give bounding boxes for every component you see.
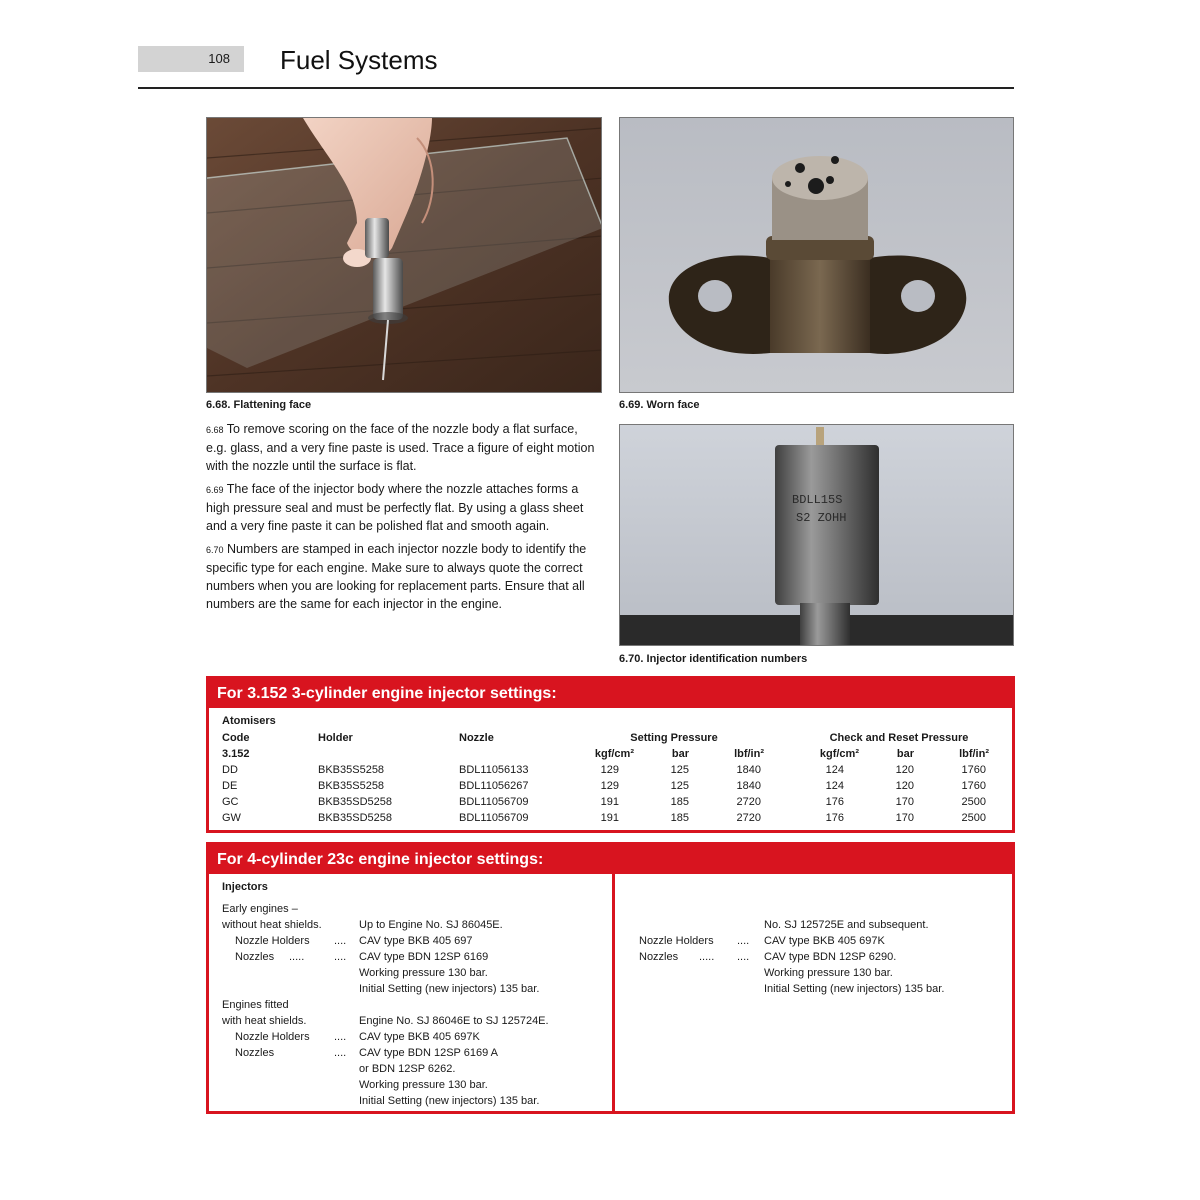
right-nozzle-holders-dots: ....	[737, 935, 750, 947]
paragraph-6-69: 6.69 The face of the injector body where the nozzle attaches forms a high pressure seal and must be perfectly flat. By using a glass sheet and a very fine paste it can be polished flat and smooth again.	[206, 482, 584, 533]
worn-nozzle-face-photo	[619, 117, 1014, 393]
atomiser-cell-c-bar: 170	[895, 812, 914, 824]
atomiser-cell-s-lbf: 1840	[736, 764, 761, 776]
page-number-tab	[138, 46, 244, 72]
atomiser-cell-nozzle: BDL11056133	[459, 764, 529, 776]
col-holder: Holder	[318, 732, 353, 744]
right-nozzles-dots-a: .....	[699, 951, 715, 963]
atomiser-cell-holder: BKB35S5258	[318, 780, 385, 792]
without-heat-shields-label: without heat shields.	[222, 919, 322, 931]
initial-setting: Initial Setting (new injectors) 135 bar.	[359, 983, 540, 995]
right-initial-setting: Initial Setting (new injectors) 135 bar.	[764, 983, 945, 995]
nozzles-value: CAV type BDN 12SP 6169	[359, 951, 489, 963]
col-c-kgf: kgf/cm²	[819, 748, 859, 760]
nozzles-value-2: CAV type BDN 12SP 6169 A	[359, 1047, 499, 1059]
nozzles-dots-2: ....	[334, 1047, 347, 1059]
nozzles-alt-value: or BDN 12SP 6262.	[359, 1063, 456, 1075]
nozzle-holders-dots: ....	[334, 935, 347, 947]
right-working-pressure: Working pressure 130 bar.	[764, 967, 893, 979]
right-nozzles-dots-b: ....	[737, 951, 750, 963]
atomiser-cell-c-bar: 120	[895, 764, 914, 776]
body-text	[206, 420, 601, 618]
atomiser-cell-nozzle: BDL11056709	[459, 812, 529, 824]
col-c-bar: bar	[896, 748, 914, 760]
col-nozzle: Nozzle	[459, 732, 494, 744]
col-s-bar: bar	[671, 748, 689, 760]
initial-setting-2: Initial Setting (new injectors) 135 bar.	[359, 1095, 540, 1107]
with-heat-shields-label: with heat shields.	[222, 1015, 307, 1027]
atomiser-cell-s-kgf: 191	[600, 796, 619, 808]
atomisers-heading: Atomisers	[222, 715, 276, 727]
right-engine-range: No. SJ 125725E and subsequent.	[764, 919, 929, 931]
engines-fitted-label: Engines fitted	[222, 999, 289, 1011]
four-cylinder-panel-title: For 4-cylinder 23c engine injector settings:	[209, 845, 1012, 874]
nozzles-label-2: Nozzles	[235, 1047, 275, 1059]
nozzle-flattening-photo	[206, 117, 602, 393]
page-number: 108	[208, 51, 230, 66]
page-title: Fuel Systems	[280, 45, 438, 75]
atomiser-cell-s-kgf: 191	[600, 812, 619, 824]
nozzle-holders-label: Nozzle Holders	[235, 935, 310, 947]
photo-caption-6-68: 6.68. Flattening face	[206, 399, 312, 411]
working-pressure: Working pressure 130 bar.	[359, 967, 488, 979]
atomiser-cell-c-lbf: 2500	[961, 812, 986, 824]
col-check-reset: Check and Reset Pressure	[829, 732, 969, 744]
atomiser-cell-c-kgf: 176	[825, 796, 844, 808]
right-nozzle-holders-value: CAV type BKB 405 697K	[764, 935, 885, 947]
atomiser-cell-s-bar: 125	[670, 764, 689, 776]
atomiser-cell-c-lbf: 1760	[961, 780, 986, 792]
three-cylinder-panel-title: For 3.152 3-cylinder engine injector settings:	[209, 679, 1012, 708]
photo-caption-6-70: 6.70. Injector identification numbers	[619, 653, 808, 665]
col-c-lbf: lbf/in²	[959, 748, 989, 760]
three-cylinder-panel	[206, 676, 1015, 833]
nozzle-holders-value-2: CAV type BKB 405 697K	[359, 1031, 480, 1043]
working-pressure-2: Working pressure 130 bar.	[359, 1079, 488, 1091]
atomiser-cell-holder: BKB35SD5258	[318, 796, 392, 808]
atomiser-cell-nozzle: BDL11056709	[459, 796, 529, 808]
nozzles-label: Nozzles	[235, 951, 275, 963]
four-cylinder-panel	[206, 842, 1015, 1114]
nozzles-dots-b: ....	[334, 951, 347, 963]
atomiser-cell-holder: BKB35SD5258	[318, 812, 392, 824]
atomiser-cell-code: GW	[222, 812, 241, 824]
nozzle-holders-dots-2: ....	[334, 1031, 347, 1043]
right-nozzles-label: Nozzles	[639, 951, 679, 963]
atomiser-cell-s-lbf: 2720	[736, 796, 761, 808]
with-heat-shields-value: Engine No. SJ 86046E to SJ 125724E.	[359, 1015, 549, 1027]
nozzle-holders-label-2: Nozzle Holders	[235, 1031, 310, 1043]
atomiser-cell-code: DD	[222, 764, 238, 776]
paragraph-6-70: 6.70 Numbers are stamped in each injector nozzle body to identify the specific type for each engine. Make sure to always quote the correct numbers when you are looking for replacement parts. Ensure that all numbers are the same for each injector in the engine.	[206, 542, 587, 611]
nozzle-holders-value: CAV type BKB 405 697	[359, 935, 473, 947]
col-s-kgf: kgf/cm²	[594, 748, 634, 760]
header-rule	[138, 87, 1014, 89]
col-s-lbf: lbf/in²	[734, 748, 764, 760]
atomiser-cell-s-kgf: 129	[600, 780, 619, 792]
early-engines-label: Early engines –	[222, 903, 298, 915]
col-setting-pressure: Setting Pressure	[630, 732, 718, 744]
atomiser-cell-holder: BKB35S5258	[318, 764, 385, 776]
atomiser-cell-c-kgf: 176	[825, 812, 844, 824]
atomiser-cell-code: GC	[222, 796, 239, 808]
atomiser-cell-s-bar: 185	[670, 796, 689, 808]
atomiser-cell-c-bar: 170	[895, 796, 914, 808]
nozzles-dots-a: .....	[289, 951, 305, 963]
atomiser-cell-c-lbf: 1760	[961, 764, 986, 776]
injectors-heading: Injectors	[222, 881, 268, 893]
atomiser-cell-c-kgf: 124	[825, 780, 844, 792]
atomiser-cell-s-lbf: 1840	[736, 780, 761, 792]
stamped-number-1: BDLL15S	[792, 493, 843, 507]
atomiser-cell-c-kgf: 124	[825, 764, 844, 776]
col-code: Code	[222, 732, 250, 744]
photo-caption-6-69: 6.69. Worn face	[619, 399, 700, 411]
atomiser-cell-c-bar: 120	[895, 780, 914, 792]
stamped-number-2: S2 ZOHH	[796, 511, 847, 525]
atomiser-cell-s-kgf: 129	[600, 764, 619, 776]
atomiser-cell-c-lbf: 2500	[961, 796, 986, 808]
right-nozzles-value: CAV type BDN 12SP 6290.	[764, 951, 897, 963]
atomiser-cell-code: DE	[222, 780, 238, 792]
atomiser-cell-nozzle: BDL11056267	[459, 780, 529, 792]
atomiser-cell-s-lbf: 2720	[736, 812, 761, 824]
right-nozzle-holders-label: Nozzle Holders	[639, 935, 714, 947]
col-code-sub: 3.152	[222, 748, 250, 760]
atomiser-cell-s-bar: 125	[670, 780, 689, 792]
without-heat-shields-value: Up to Engine No. SJ 86045E.	[359, 919, 503, 931]
paragraph-6-68: 6.68 To remove scoring on the face of the nozzle body a flat surface, e.g. glass, and a very fine paste is used. Trace a figure of eight motion with the nozzle until the surface is flat.	[206, 422, 595, 473]
atomiser-cell-s-bar: 185	[670, 812, 689, 824]
column-divider	[612, 874, 615, 1114]
injector-numbers-photo	[619, 424, 1014, 646]
